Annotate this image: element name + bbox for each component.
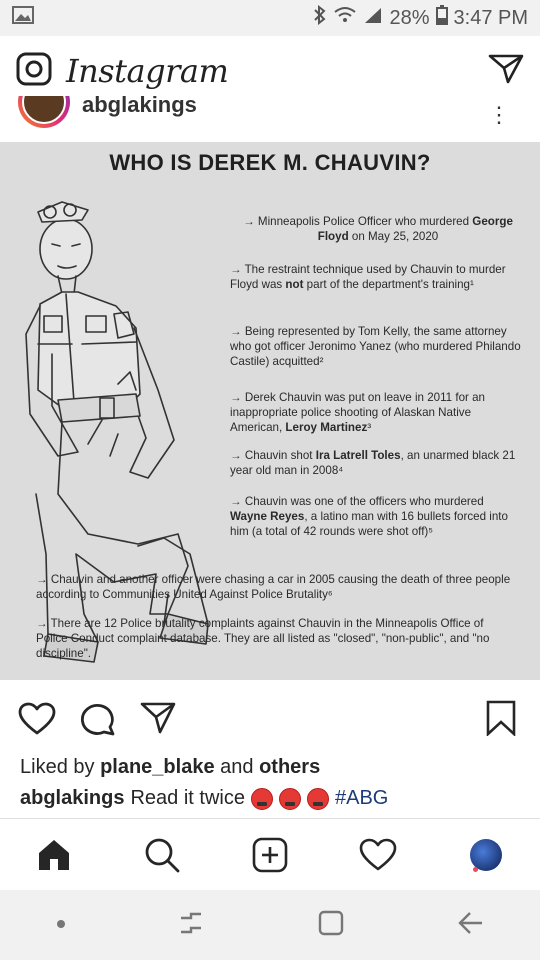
fact-3: → Being represented by Tom Kelly, the same attorney who got officer Jeronimo Yanez (who murdered Philando Castile) acquitted² <box>230 325 521 368</box>
activity-heart-icon[interactable] <box>352 829 404 881</box>
bookmark-icon[interactable] <box>486 700 516 741</box>
send-icon[interactable] <box>140 702 176 739</box>
poster-title: WHO IS DEREK M. CHAUVIN? <box>109 150 431 175</box>
dot-icon <box>56 916 66 934</box>
fact-7: → Chauvin and another officer were chasing a car in 2005 causing the death of three people according to Communities United Against Police Brutality⁶ <box>36 573 511 601</box>
liked-by-others[interactable]: others <box>259 756 321 778</box>
likes-summary[interactable]: Liked by plane_blake and others <box>20 756 321 778</box>
recent-apps-icon[interactable] <box>177 910 205 941</box>
caption-username[interactable]: abglakings <box>20 787 125 809</box>
post-caption <box>20 787 388 810</box>
image-icon <box>12 6 34 30</box>
officer-illustration-icon <box>18 194 218 674</box>
home-button-icon[interactable] <box>317 909 345 942</box>
avatar[interactable] <box>18 96 70 128</box>
angry-emoji-icon <box>251 788 273 810</box>
system-navigation <box>0 890 540 960</box>
bluetooth-icon <box>313 5 327 31</box>
fact-1: → Minneapolis Police Officer who murdered George Floyd on May 25, 2020 <box>243 215 513 243</box>
profile-tab[interactable] <box>460 829 512 881</box>
fact-2: → The restraint technique used by Chauvin to murder Floyd was not part of the department's training¹ <box>230 263 506 291</box>
comment-icon[interactable] <box>80 702 116 741</box>
post-header <box>0 96 540 136</box>
caption-hashtag[interactable]: #ABG <box>334 787 389 809</box>
signal-icon <box>363 6 383 30</box>
battery-level: 28% <box>389 6 430 29</box>
bottom-navigation <box>0 818 540 891</box>
search-icon[interactable] <box>136 829 188 881</box>
post-actions <box>0 690 540 746</box>
back-icon[interactable] <box>456 911 484 940</box>
liked-by-user[interactable]: plane_blake <box>100 756 215 778</box>
camera-icon[interactable] <box>16 52 52 91</box>
heart-icon[interactable] <box>18 702 56 741</box>
clock: 3:47 PM <box>453 6 528 29</box>
angry-emoji-icon <box>279 788 301 810</box>
wifi-icon <box>333 6 357 30</box>
fact-5: → Chauvin shot Ira Latrell Toles, an unarmed black 21 year old man in 2008⁴ <box>230 449 516 477</box>
post-username[interactable]: abglakings <box>82 96 197 117</box>
angry-emoji-icon <box>307 788 329 810</box>
more-options-icon[interactable]: ⋮ <box>488 102 510 127</box>
direct-messages-button[interactable] <box>488 54 524 89</box>
caption-text: Read it twice <box>130 787 245 809</box>
notification-dot <box>473 867 478 872</box>
home-icon[interactable] <box>28 829 80 881</box>
app-logo: Instagram <box>66 52 229 90</box>
post-image[interactable] <box>0 142 540 680</box>
fact-4: → Derek Chauvin was put on leave in 2011 for an inappropriate police shooting of Alaskan Native American, Leroy Martinez³ <box>230 391 485 434</box>
status-bar <box>0 0 540 36</box>
add-icon[interactable] <box>244 829 296 881</box>
battery-icon <box>436 5 448 31</box>
fact-8: → There are 12 Police brutality complaints against Chauvin in the Minneapolis Office of Police Conduct complaint database. They are all listed as "closed", "non-public", and "no discipline". <box>36 617 490 660</box>
fact-6: → Chauvin was one of the officers who murdered Wayne Reyes, a latino man with 16 bullets forced into him (a total of 42 rounds were shot off)⁵ <box>230 495 508 538</box>
